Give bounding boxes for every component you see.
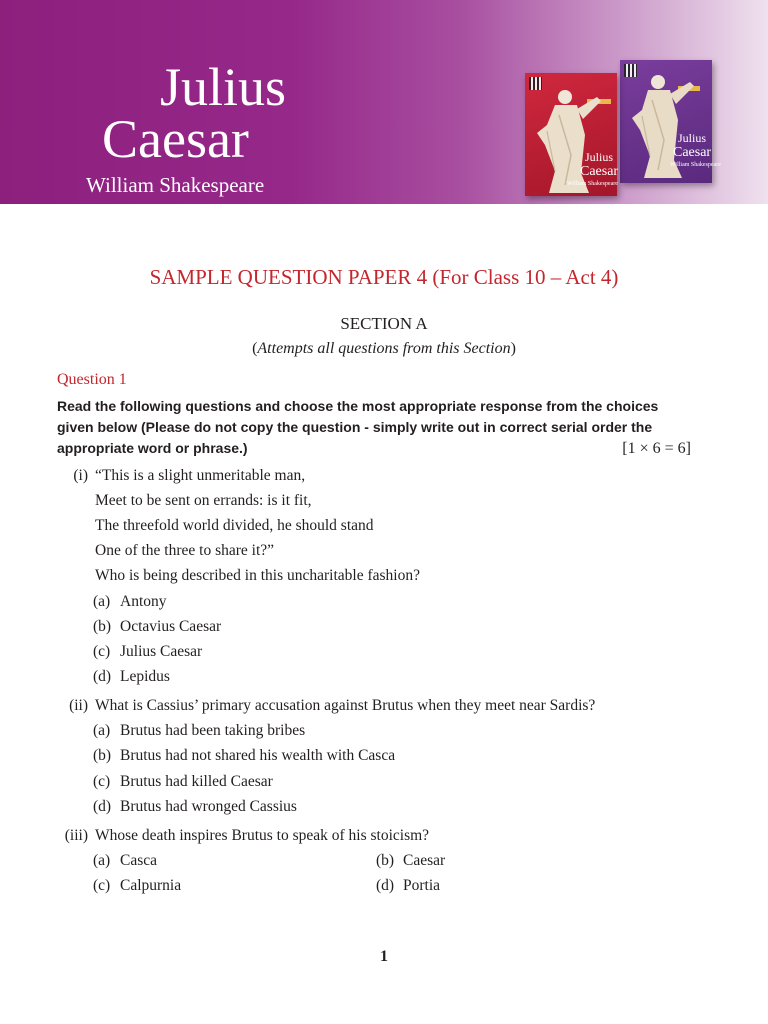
section-note-open: ( (252, 340, 258, 357)
option-text: Brutus had killed Caesar (120, 773, 273, 790)
cover-title-line2: Caesar (580, 164, 619, 179)
option-label: (d) (93, 668, 112, 685)
option-text: Brutus had been taking bribes (120, 722, 306, 739)
cover-title-line2: Caesar (673, 145, 712, 160)
section-title: SECTION A (340, 314, 428, 333)
item-stem-line: Meet to be sent on errands: is it fit, (95, 492, 312, 509)
option-label: (b) (93, 747, 112, 764)
option-label: (c) (93, 643, 111, 660)
option-label: (c) (93, 773, 111, 790)
item-stem-line: “This is a slight unmeritable man, (95, 467, 306, 484)
item-stem-line: One of the three to share it?” (95, 542, 275, 559)
option-text: Brutus had wronged Cassius (120, 798, 297, 815)
option-text: Portia (403, 877, 441, 894)
banner-title-line2: Caesar (102, 109, 249, 169)
section-note-close: ) (510, 340, 516, 357)
option-label: (b) (93, 618, 112, 635)
cover-title-line1: Julius (585, 150, 614, 164)
section-note (0, 338, 768, 360)
option-label: (b) (376, 852, 395, 869)
item-stem-line: Whose death inspires Brutus to speak of his stoicism? (95, 827, 430, 844)
option-text: Calpurnia (120, 877, 182, 894)
book-cover-red (525, 73, 617, 196)
option-label: (c) (93, 877, 111, 894)
option-text: Caesar (403, 852, 446, 869)
item-number: (i) (73, 467, 88, 484)
section-note-text: Attempts all questions from this Section (257, 340, 511, 357)
item-stem-line: Who is being described in this uncharitable fashion? (95, 567, 420, 584)
item-number: (ii) (69, 697, 88, 714)
item-stem-line: What is Cassius’ primary accusation against Brutus when they meet near Sardis? (95, 697, 596, 714)
option-text: Casca (120, 852, 158, 869)
option-label: (a) (93, 593, 111, 610)
banner-author: William Shakespeare (86, 173, 265, 197)
cover-author: William Shakespeare (567, 181, 618, 187)
item-number: (iii) (64, 827, 88, 844)
option-text: Julius Caesar (120, 643, 203, 660)
banner-title-line1: Julius (160, 57, 287, 117)
cover-author: William Shakespeare (670, 162, 721, 168)
question-instruction: Read the following questions and choose the most appropriate response from the choices given below (Please do not copy the question - simply write out in correct serial order the appropriate word or phrase.) (57, 398, 659, 456)
cover-title-line1: Julius (678, 131, 707, 145)
question-heading: Question 1 (57, 371, 127, 388)
option-label: (a) (93, 722, 111, 739)
question-marks: [1 × 6 = 6] (622, 440, 691, 457)
header-banner (0, 0, 768, 204)
option-label: (d) (376, 877, 395, 894)
option-label: (a) (93, 852, 111, 869)
option-text: Octavius Caesar (120, 618, 222, 635)
option-text: Antony (120, 593, 167, 610)
book-cover-purple (620, 60, 721, 183)
option-label: (d) (93, 798, 112, 815)
option-text: Lepidus (120, 668, 170, 685)
paper-title: SAMPLE QUESTION PAPER 4 (For Class 10 – Act 4) (149, 265, 619, 289)
option-text: Brutus had not shared his wealth with Casca (120, 747, 396, 764)
item-stem-line: The threefold world divided, he should stand (95, 517, 374, 534)
page-number: 1 (380, 948, 388, 965)
